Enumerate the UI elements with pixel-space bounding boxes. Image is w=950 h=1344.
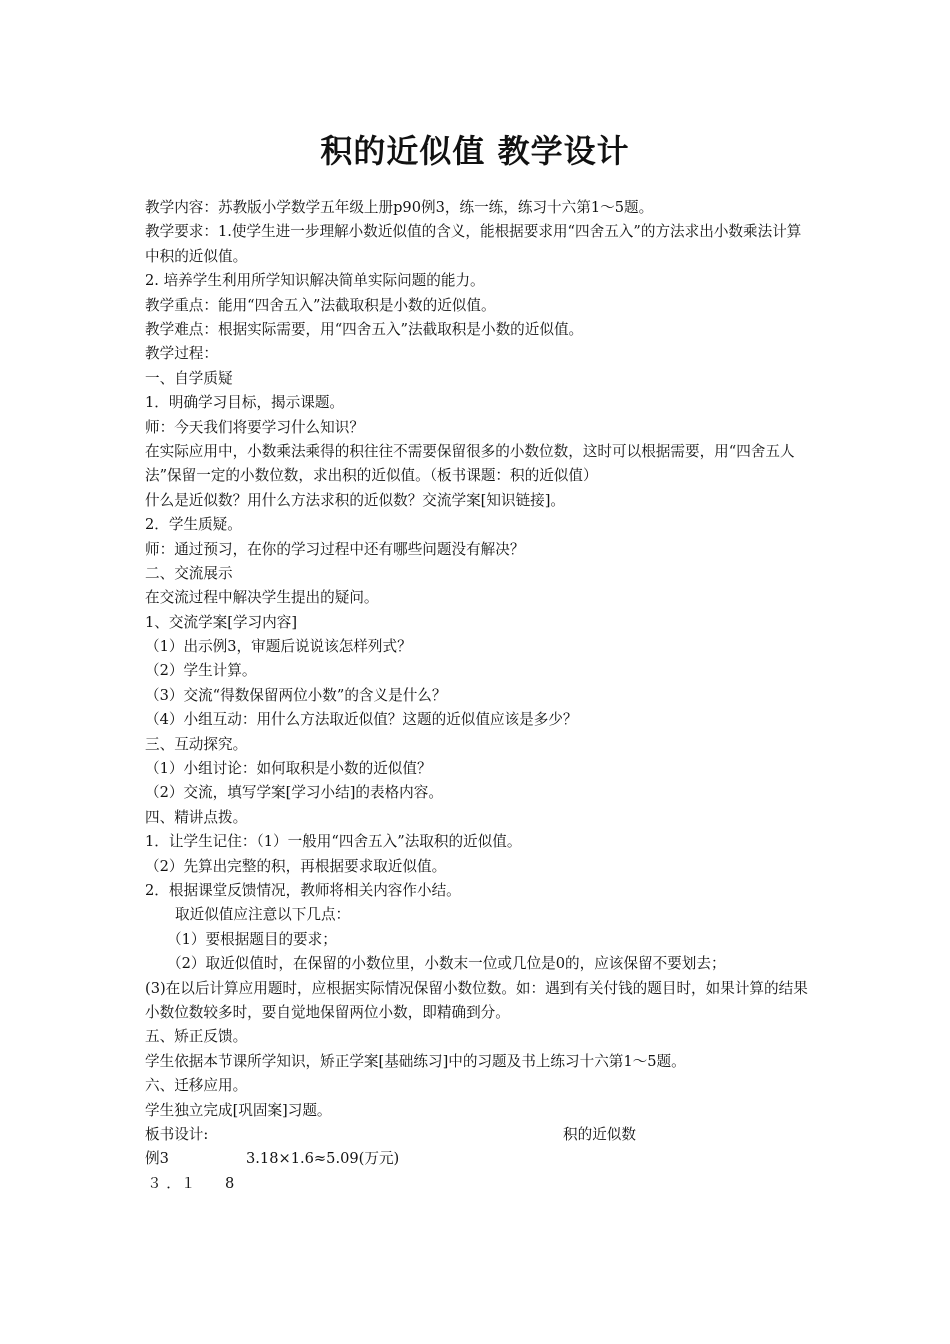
board-design-row [145,1123,815,1147]
section-heading: 三、互动探究。 [145,735,248,753]
text-line: 教学重点：能用“四舍五入”法截取积是小数的近似值。 [145,296,496,314]
board-design-label: 板书设计: [145,1125,209,1143]
section-heading: 一、自学质疑 [145,369,233,387]
text-line: 教学内容：苏教版小学数学五年级上册p90例3，练一练，练习十六第1～5题。 [145,199,654,216]
board-digits-a: ３ ．１ [147,1174,196,1192]
section-heading: 六、迁移应用。 [145,1077,248,1095]
text-line: 1．明确学习目标，揭示课题。 [145,394,345,412]
text-line: 取近似值应注意以下几点： [175,906,351,924]
text-line: 教学过程： [145,345,218,363]
board-equation: 3.18×1.6≈5.09(万元) [246,1150,400,1168]
board-digits-row [145,1172,815,1196]
text-line: （3）交流“得数保留两位小数”的含义是什么？ [145,686,447,704]
text-line: 2. 培养学生利用所学知识解决简单实际问题的能力。 [145,272,485,290]
text-line: 1．让学生记住：（1）一般用“四舍五入”法取积的近似值。 [145,833,522,851]
text-line: 2．学生质疑。 [145,516,242,534]
board-example-label: 例3 [145,1150,169,1168]
text-line: 1、交流学案[学习内容] [145,613,298,631]
section-heading: 五、矫正反馈。 [145,1028,248,1046]
text-line: （4）小组互动：用什么方法取近似值？这题的近似值应该是多少？ [145,711,578,729]
section-heading: 二、交流展示 [145,564,233,582]
board-example-row [145,1147,815,1171]
page-title: 积的近似值 教学设计 [320,132,630,170]
board-digits-b: 8 [225,1174,235,1192]
text-line: （1）小组讨论：如何取积是小数的近似值？ [145,760,432,778]
text-line: 2．根据课堂反馈情况，教师将相关内容作小结。 [145,882,461,899]
text-line: 在实际应用中，小数乘法乘得的积往往不需要保留很多的小数位数，这时可以根据需要，用“四舍五人法”保留一定的小数位数，求出积的近似值。（板书课题：积的近似值） [145,442,795,485]
text-line: 学生依据本节课所学知识，矫正学案[基础练习]中的习题及书上练习十六第1～5题。 [145,1052,686,1070]
board-design-heading: 积的近似数 [563,1125,636,1143]
text-line: （2）交流，填写学案[学习小结]的表格内容。 [145,784,443,802]
text-line: （1）要根据题目的要求； [167,930,337,948]
text-line: (3)在以后计算应用题时，应根据实际情况保留小数位数。如：遇到有关付钱的题目时，如果计算的结果小数位数较多时，要自觉地保留两位小数，即精确到分。 [145,979,808,1021]
text-line: 什么是近似数？用什么方法求积的近似数？交流学案[知识链接]。 [145,491,566,509]
document-body [145,196,815,1196]
text-line: 师：今天我们将要学习什么知识？ [145,418,364,436]
text-line: 在交流过程中解决学生提出的疑问。 [145,589,379,607]
section-heading: 四、精讲点拨。 [145,808,248,826]
text-line: 学生独立完成[巩固案]习题。 [145,1101,332,1119]
text-line: （2）取近似值时，在保留的小数位里，小数末一位或几位是0的，应该保留不要划去； [167,955,726,973]
text-line: （2）先算出完整的积，再根据要求取近似值。 [145,857,447,875]
text-line: 教学要求：1.使学生进一步理解小数近似值的含义，能根据要求用“四舍五入”的方法求出小数乘法计算中积的近似值。 [145,223,802,265]
text-line: （2）学生计算。 [145,662,257,680]
text-line: 教学难点：根据实际需要，用“四舍五入”法截取积是小数的近似值。 [145,320,584,338]
text-line: （1）出示例3，审题后说说该怎样列式？ [145,638,412,656]
text-line: 师：通过预习，在你的学习过程中还有哪些问题没有解决？ [145,540,525,558]
